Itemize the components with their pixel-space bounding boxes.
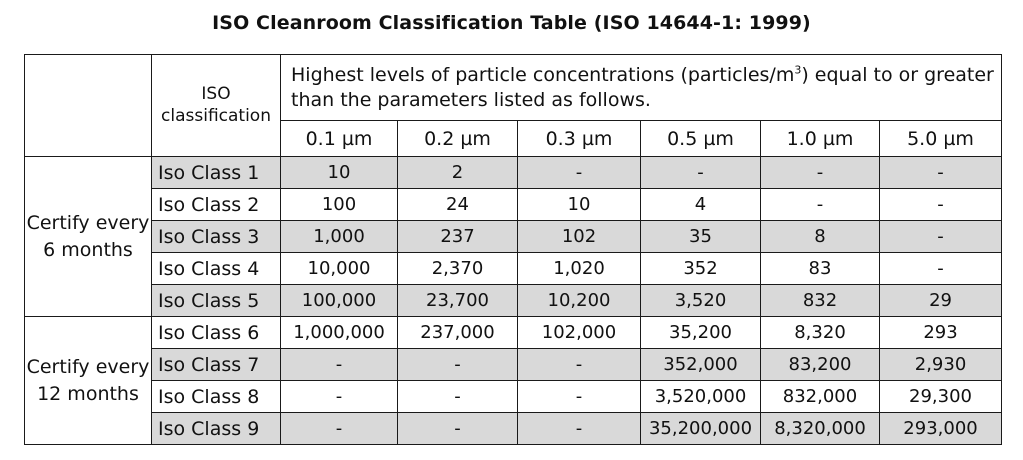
size-header: 0.5 µm (641, 121, 761, 157)
table-cell: 2 (398, 157, 518, 189)
table-row (25, 349, 1002, 381)
class-label: Iso Class 7 (152, 349, 281, 381)
table-cell: 35 (641, 221, 761, 253)
classification-table (24, 54, 1002, 445)
table-cell: 35,200,000 (641, 413, 761, 445)
description-superscript: 3 (794, 63, 802, 77)
header-row (25, 55, 1002, 121)
class-label: Iso Class 5 (152, 285, 281, 317)
table-cell: 2,930 (880, 349, 1002, 381)
table-cell: - (398, 349, 518, 381)
table-cell: 100,000 (281, 285, 398, 317)
table-cell: - (281, 413, 398, 445)
table-cell: - (398, 413, 518, 445)
table-cell: - (880, 189, 1002, 221)
table-cell: 29,300 (880, 381, 1002, 413)
table-cell: - (518, 349, 641, 381)
table-cell: 832 (761, 285, 880, 317)
table-row (25, 381, 1002, 413)
page-title: ISO Cleanroom Classification Table (ISO 14644-1: 1999) (212, 12, 811, 34)
table-cell: - (398, 381, 518, 413)
table-cell: - (761, 157, 880, 189)
table-body (25, 55, 1002, 445)
class-label: Iso Class 8 (152, 381, 281, 413)
table-cell: 3,520,000 (641, 381, 761, 413)
table-cell: - (761, 189, 880, 221)
table-cell: 352,000 (641, 349, 761, 381)
class-label: Iso Class 1 (152, 157, 281, 189)
table-row (25, 413, 1002, 445)
table-row (25, 285, 1002, 317)
size-header: 0.2 µm (398, 121, 518, 157)
table-cell: 832,000 (761, 381, 880, 413)
class-label: Iso Class 9 (152, 413, 281, 445)
size-header: 0.1 µm (281, 121, 398, 157)
table-cell: 1,020 (518, 253, 641, 285)
class-label: Iso Class 2 (152, 189, 281, 221)
table-row (25, 157, 1002, 189)
table-cell: 29 (880, 285, 1002, 317)
table-cell: 35,200 (641, 317, 761, 349)
description-text: Highest levels of particle concentrations (particles/m (291, 63, 795, 86)
table-cell: 83 (761, 253, 880, 285)
table-cell: 10 (518, 189, 641, 221)
table-cell: 100 (281, 189, 398, 221)
iso-header-line-2: classification (161, 105, 271, 126)
concentration-description (281, 55, 1002, 121)
class-label: Iso Class 6 (152, 317, 281, 349)
table-cell: 237 (398, 221, 518, 253)
description-text-end: ) equal to or greater than the parameters listed as follows. (291, 63, 994, 111)
size-header: 5.0 µm (880, 121, 1002, 157)
table-row (25, 189, 1002, 221)
table-cell: 4 (641, 189, 761, 221)
table-cell: - (880, 253, 1002, 285)
table-cell: 8,320,000 (761, 413, 880, 445)
table-cell: 102 (518, 221, 641, 253)
table-cell: 8,320 (761, 317, 880, 349)
table-cell: 2,370 (398, 253, 518, 285)
table-cell: 293,000 (880, 413, 1002, 445)
table-cell: - (518, 157, 641, 189)
table-cell: - (281, 381, 398, 413)
table-cell: 10,200 (518, 285, 641, 317)
certification-group: Certify every 12 months (25, 317, 152, 445)
table-cell: 1,000 (281, 221, 398, 253)
table-cell: - (281, 349, 398, 381)
table-row (25, 221, 1002, 253)
class-label: Iso Class 4 (152, 253, 281, 285)
table-cell: 24 (398, 189, 518, 221)
table-cell: - (518, 413, 641, 445)
table-cell: - (880, 157, 1002, 189)
class-label: Iso Class 3 (152, 221, 281, 253)
table-row (25, 317, 1002, 349)
corner-cell (25, 55, 152, 157)
table-cell: 102,000 (518, 317, 641, 349)
table-cell: 293 (880, 317, 1002, 349)
table-cell: 83,200 (761, 349, 880, 381)
table-cell: 10 (281, 157, 398, 189)
table-cell: 1,000,000 (281, 317, 398, 349)
table-cell: 237,000 (398, 317, 518, 349)
certification-group: Certify every 6 months (25, 157, 152, 317)
table-cell: - (641, 157, 761, 189)
iso-header-line-1: ISO (201, 84, 231, 105)
table-row (25, 253, 1002, 285)
size-header: 0.3 µm (518, 121, 641, 157)
table-cell: 8 (761, 221, 880, 253)
table-cell: 352 (641, 253, 761, 285)
table-cell: 10,000 (281, 253, 398, 285)
table-cell: 23,700 (398, 285, 518, 317)
table-cell: - (518, 381, 641, 413)
table-cell: - (880, 221, 1002, 253)
iso-classification-header (152, 55, 281, 157)
size-header: 1.0 µm (761, 121, 880, 157)
table-cell: 3,520 (641, 285, 761, 317)
